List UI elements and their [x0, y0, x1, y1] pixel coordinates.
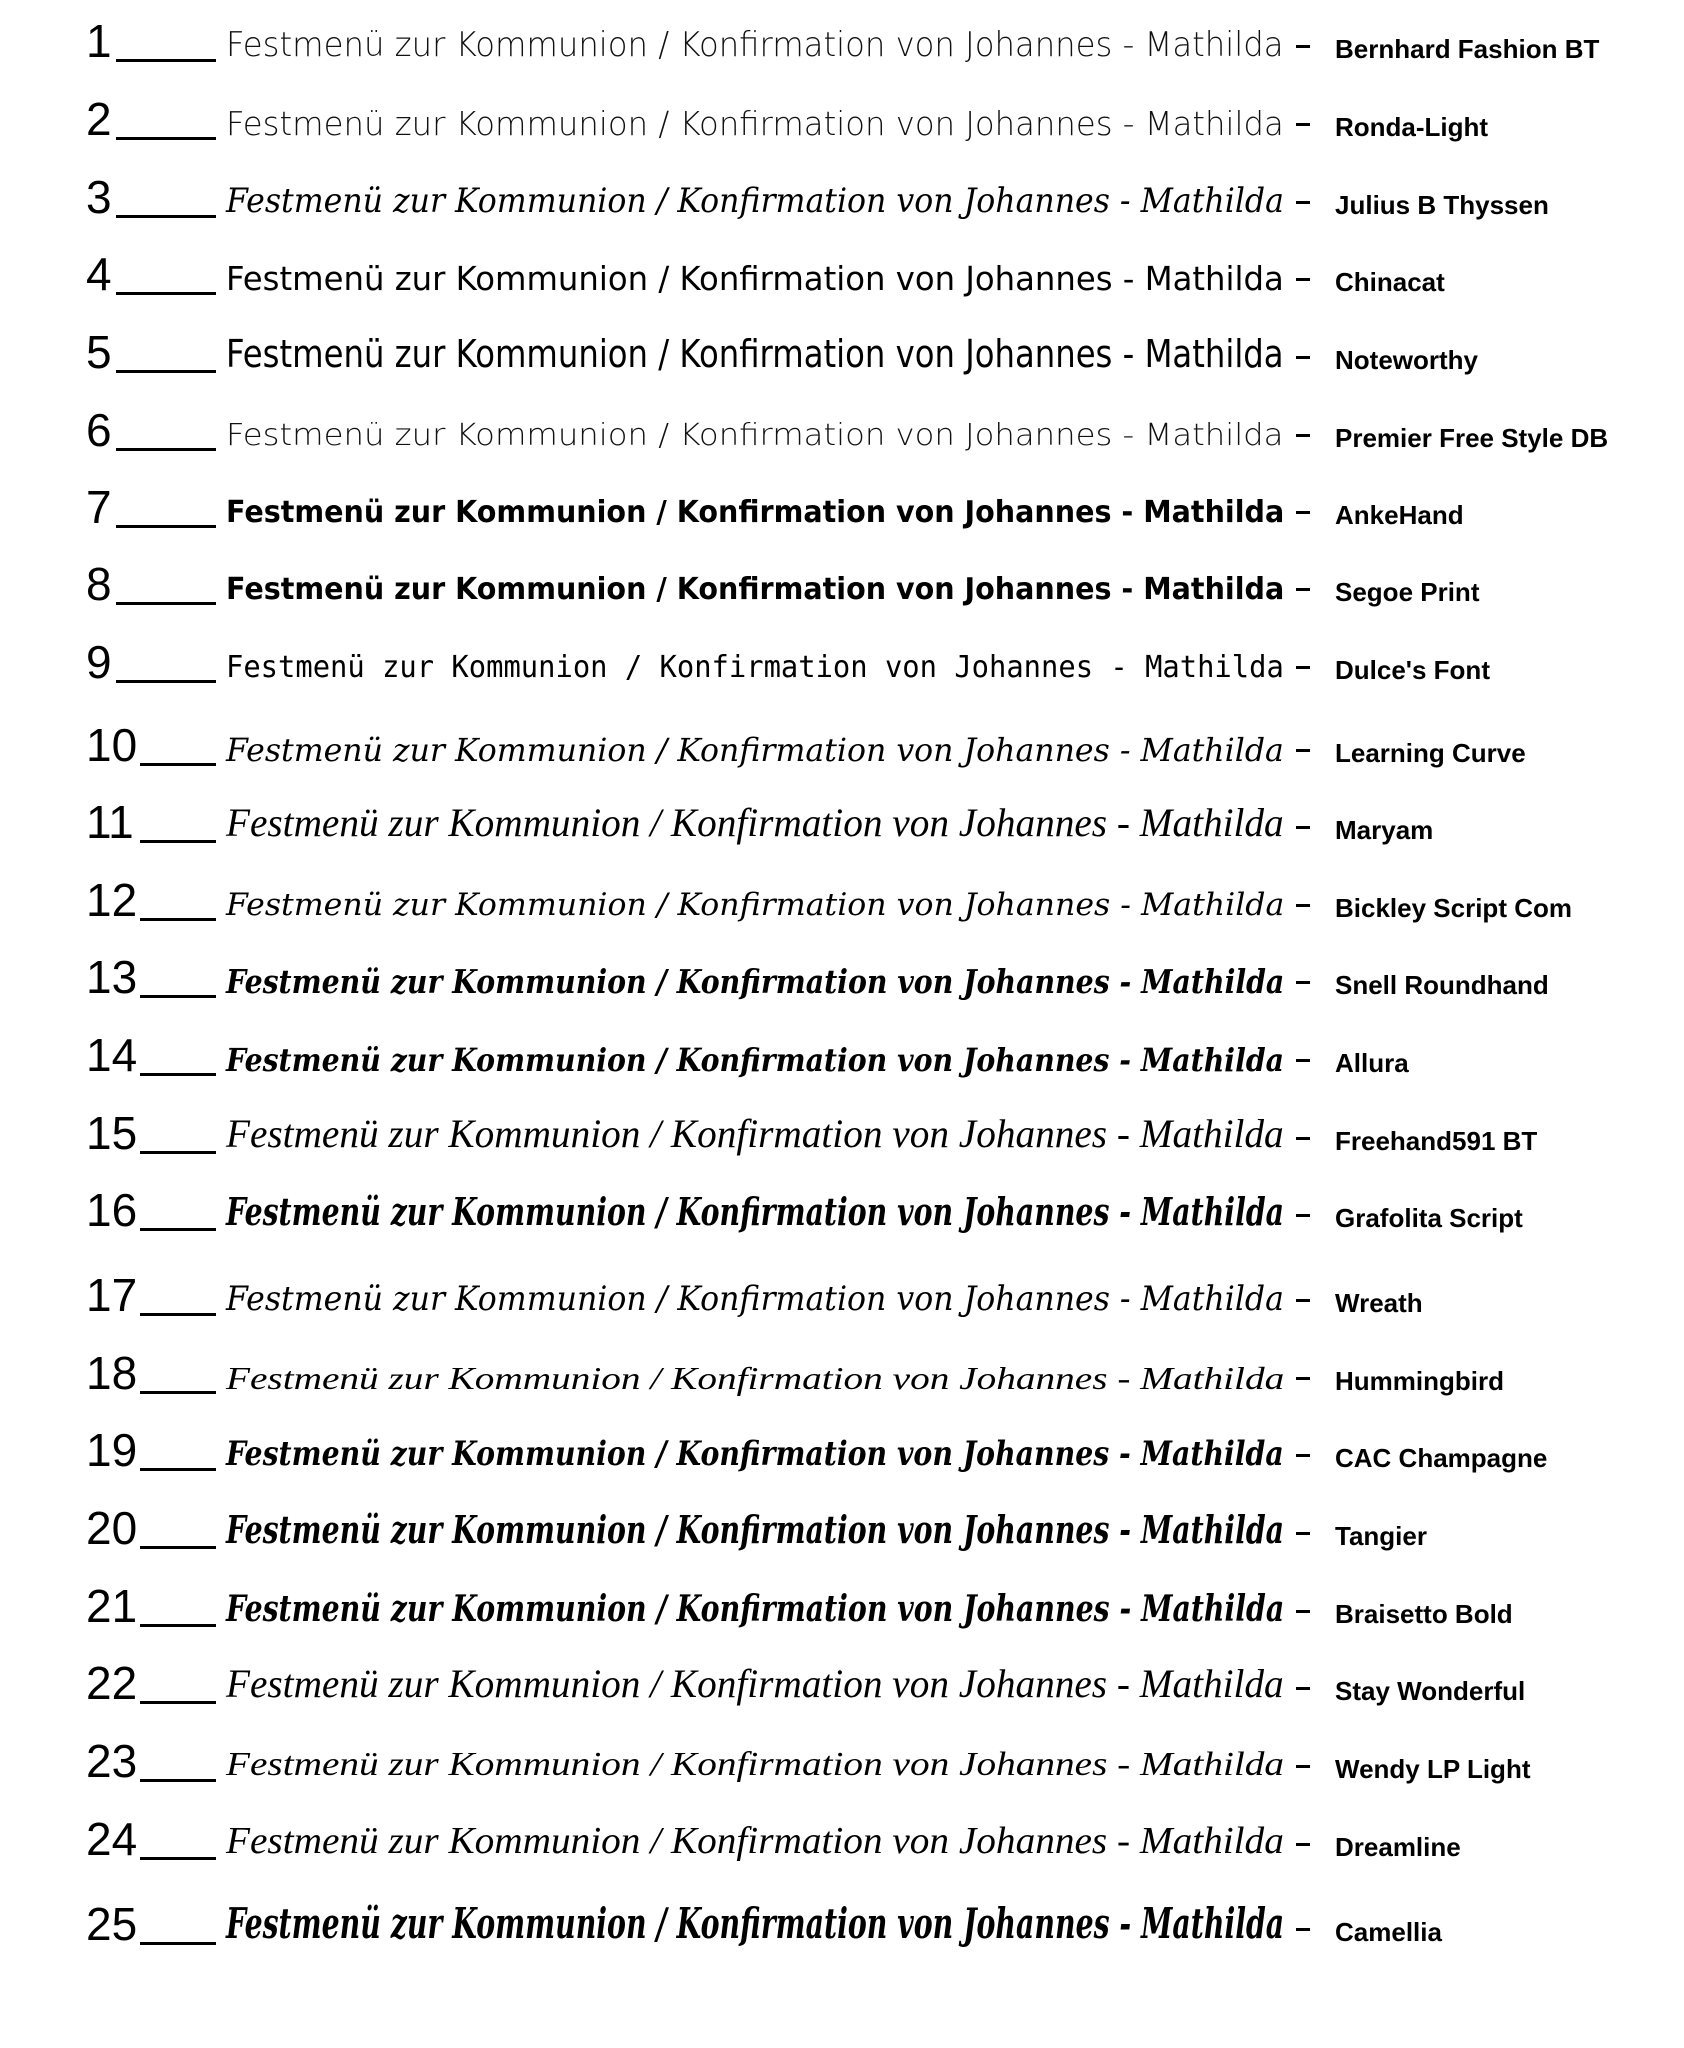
- row-number: 15: [86, 1107, 138, 1159]
- font-sample-text: Festmenü zur Kommunion / Konfirmation von Johannes - Mathilda: [226, 962, 1285, 1001]
- font-name-label: AnkeHand: [1335, 500, 1464, 530]
- font-sample-text: Festmenü zur Kommunion / Konfirmation von Johannes - Mathilda: [226, 1820, 1284, 1862]
- row-number: 6: [86, 404, 112, 456]
- font-sample-text: Festmenü zur Kommunion / Konfirmation von Johannes - Mathilda: [226, 418, 1284, 453]
- row-number: 11: [86, 796, 134, 848]
- separator-dash: [1296, 1299, 1310, 1302]
- sample-row: [0, 1883, 1684, 1961]
- font-sample-text: Festmenü zur Kommunion / Konfirmation von Johannes - Mathilda: [226, 887, 1285, 923]
- row-number: 20: [86, 1502, 138, 1554]
- row-number: 18: [86, 1347, 138, 1399]
- separator-dash: [1296, 749, 1310, 752]
- row-number: 8: [86, 558, 112, 610]
- separator-dash: [1296, 1377, 1310, 1380]
- sample-row: [0, 78, 1684, 156]
- separator-dash: [1296, 1843, 1310, 1846]
- font-name-label: Wendy LP Light: [1335, 1754, 1531, 1784]
- answer-blank-line: [140, 1073, 216, 1076]
- row-number: 1: [86, 15, 112, 67]
- row-number: 2: [86, 93, 112, 145]
- font-name-label: Tangier: [1335, 1521, 1427, 1551]
- separator-dash: [1296, 511, 1310, 514]
- row-number: 24: [86, 1813, 138, 1865]
- sample-row: [0, 621, 1684, 699]
- sample-row: [0, 1014, 1684, 1092]
- font-sample-text: Festmenü zur Kommunion / Konfirmation von Johannes - Mathilda: [226, 1189, 1285, 1234]
- answer-blank-line: [140, 1151, 216, 1154]
- font-name-label: Premier Free Style DB: [1335, 423, 1609, 453]
- font-sample-text: Festmenü zur Kommunion / Konfirmation von Johannes - Mathilda: [226, 25, 1284, 65]
- font-sample-text: Festmenü zur Kommunion / Konfirmation von Johannes - Mathilda: [226, 1434, 1284, 1474]
- separator-dash: [1296, 1765, 1310, 1768]
- separator-dash: [1296, 201, 1310, 204]
- font-sample-text: Festmenü zur Kommunion / Konfirmation von Johannes - Mathilda: [226, 1588, 1285, 1630]
- answer-blank-line: [140, 1857, 216, 1860]
- font-name-label: Noteworthy: [1335, 345, 1478, 375]
- font-name-label: Julius B Thyssen: [1335, 190, 1549, 220]
- font-sample-text: Festmenü zur Kommunion / Konfirmation von Johannes - Mathilda: [226, 1041, 1284, 1079]
- sample-row: [0, 1332, 1684, 1410]
- sample-row: [0, 781, 1684, 859]
- sample-row: [0, 1642, 1684, 1720]
- font-sample-text: Festmenü zur Kommunion / Konfirmation von Johannes - Mathilda: [226, 1111, 1284, 1156]
- font-name-label: Freehand591 BT: [1335, 1126, 1538, 1156]
- sample-row: [0, 1409, 1684, 1487]
- separator-dash: [1296, 588, 1310, 591]
- row-number: 23: [86, 1735, 138, 1787]
- sample-row: [0, 859, 1684, 937]
- separator-dash: [1296, 1610, 1310, 1613]
- font-sample-text: Festmenü zur Kommunion / Konfirmation von Johannes - Mathilda: [226, 572, 1285, 607]
- answer-blank-line: [140, 1942, 216, 1945]
- font-sample-text: Festmenü zur Kommunion / Konfirmation von Johannes - Mathilda: [226, 1360, 1285, 1396]
- separator-dash: [1296, 356, 1310, 359]
- font-sample-text: Festmenü zur Kommunion / Konfirmation von Johannes - Mathilda: [226, 181, 1284, 221]
- sample-row: [0, 0, 1684, 78]
- answer-blank-line: [116, 137, 216, 140]
- separator-dash: [1296, 1687, 1310, 1690]
- font-name-label: CAC Champagne: [1335, 1443, 1548, 1473]
- separator-dash: [1296, 123, 1310, 126]
- sample-row: [0, 466, 1684, 544]
- font-name-label: Snell Roundhand: [1335, 970, 1549, 1000]
- row-number: 14: [86, 1029, 138, 1081]
- font-name-label: Wreath: [1335, 1288, 1423, 1318]
- font-name-label: Dulce's Font: [1335, 655, 1490, 685]
- font-sample-text: Festmenü zur Kommunion / Konfirmation von Johannes - Mathilda: [226, 332, 1284, 376]
- sample-row: [0, 1092, 1684, 1170]
- font-name-label: Chinacat: [1335, 267, 1445, 297]
- font-sample-text: Festmenü zur Kommunion / Konfirmation von Johannes - Mathilda: [226, 800, 1284, 845]
- answer-blank-line: [116, 370, 216, 373]
- answer-blank-line: [116, 680, 216, 683]
- answer-blank-line: [140, 1313, 216, 1316]
- answer-blank-line: [116, 602, 216, 605]
- row-number: 9: [86, 636, 112, 688]
- separator-dash: [1296, 904, 1310, 907]
- font-sample-text: Festmenü zur Kommunion / Konfirmation von Johannes - Mathilda: [226, 1746, 1285, 1783]
- sample-row: [0, 704, 1684, 782]
- font-sample-text: Festmenü zur Kommunion / Konfirmation von Johannes - Mathilda: [226, 731, 1284, 769]
- sample-row: [0, 1169, 1684, 1247]
- answer-blank-line: [140, 1779, 216, 1782]
- answer-blank-line: [116, 59, 216, 62]
- separator-dash: [1296, 1214, 1310, 1217]
- answer-blank-line: [140, 918, 216, 921]
- sample-row: [0, 233, 1684, 311]
- separator-dash: [1296, 981, 1310, 984]
- font-sample-text: Festmenü zur Kommunion / Konfirmation von Johannes - Mathilda: [226, 104, 1284, 143]
- font-sample-text: Festmenü zur Kommunion / Konfirmation von Johannes - Mathilda: [226, 495, 1285, 530]
- sample-row: [0, 389, 1684, 467]
- font-name-label: Maryam: [1335, 815, 1434, 845]
- separator-dash: [1296, 1059, 1310, 1062]
- answer-blank-line: [140, 1468, 216, 1471]
- answer-blank-line: [140, 1624, 216, 1627]
- separator-dash: [1296, 1928, 1310, 1931]
- font-name-label: Learning Curve: [1335, 738, 1526, 768]
- separator-dash: [1296, 1532, 1310, 1535]
- font-sample-text: Festmenü zur Kommunion / Konfirmation von Johannes - Mathilda: [226, 1279, 1284, 1319]
- row-number: 17: [86, 1269, 138, 1321]
- answer-blank-line: [140, 995, 216, 998]
- sample-row: [0, 936, 1684, 1014]
- row-number: 10: [86, 719, 138, 771]
- font-name-label: Stay Wonderful: [1335, 1676, 1526, 1706]
- row-number: 4: [86, 248, 112, 300]
- font-sample-text: Festmenü zur Kommunion / Konfirmation von Johannes - Mathilda: [226, 1661, 1284, 1706]
- answer-blank-line: [140, 1391, 216, 1394]
- row-number: 22: [86, 1657, 138, 1709]
- font-name-label: Grafolita Script: [1335, 1203, 1523, 1233]
- font-name-label: Braisetto Bold: [1335, 1599, 1513, 1629]
- answer-blank-line: [140, 1228, 216, 1231]
- separator-dash: [1296, 434, 1310, 437]
- font-name-label: Bickley Script Com: [1335, 893, 1572, 923]
- row-number: 5: [86, 326, 112, 378]
- font-name-label: Dreamline: [1335, 1832, 1461, 1862]
- answer-blank-line: [116, 292, 216, 295]
- sample-row: [0, 1487, 1684, 1565]
- separator-dash: [1296, 826, 1310, 829]
- sample-row: [0, 1565, 1684, 1643]
- row-number: 13: [86, 951, 138, 1003]
- answer-blank-line: [116, 525, 216, 528]
- row-number: 12: [86, 874, 138, 926]
- sample-row: [0, 1798, 1684, 1876]
- sample-row: [0, 543, 1684, 621]
- separator-dash: [1296, 45, 1310, 48]
- font-sample-text: Festmenü zur Kommunion / Konfirmation von Johannes - Mathilda: [226, 1507, 1285, 1552]
- font-name-label: Allura: [1335, 1048, 1409, 1078]
- row-number: 7: [86, 481, 112, 533]
- separator-dash: [1296, 1137, 1310, 1140]
- answer-blank-line: [140, 763, 216, 766]
- answer-blank-line: [116, 448, 216, 451]
- sample-row: [0, 1720, 1684, 1798]
- answer-blank-line: [140, 1701, 216, 1704]
- sample-row: [0, 1254, 1684, 1332]
- font-sample-text: Festmenü zur Kommunion / Konfirmation von Johannes - Mathilda: [226, 650, 1284, 685]
- row-number: 21: [86, 1580, 138, 1632]
- row-number: 19: [86, 1424, 138, 1476]
- answer-blank-line: [140, 1546, 216, 1549]
- font-name-label: Ronda-Light: [1335, 112, 1489, 142]
- row-number: 3: [86, 171, 112, 223]
- sample-row: [0, 156, 1684, 234]
- answer-blank-line: [140, 840, 216, 843]
- answer-blank-line: [116, 215, 216, 218]
- separator-dash: [1296, 666, 1310, 669]
- separator-dash: [1296, 1454, 1310, 1457]
- font-name-label: Bernhard Fashion BT: [1335, 34, 1600, 64]
- font-sample-text: Festmenü zur Kommunion / Konfirmation von Johannes - Mathilda: [226, 1899, 1285, 1948]
- row-number: 25: [86, 1898, 138, 1950]
- separator-dash: [1296, 278, 1310, 281]
- font-name-label: Hummingbird: [1335, 1366, 1504, 1396]
- font-name-label: Segoe Print: [1335, 577, 1480, 607]
- font-name-label: Camellia: [1335, 1917, 1442, 1947]
- sample-row: [0, 311, 1684, 389]
- row-number: 16: [86, 1184, 138, 1236]
- font-sample-text: Festmenü zur Kommunion / Konfirmation von Johannes - Mathilda: [226, 259, 1284, 298]
